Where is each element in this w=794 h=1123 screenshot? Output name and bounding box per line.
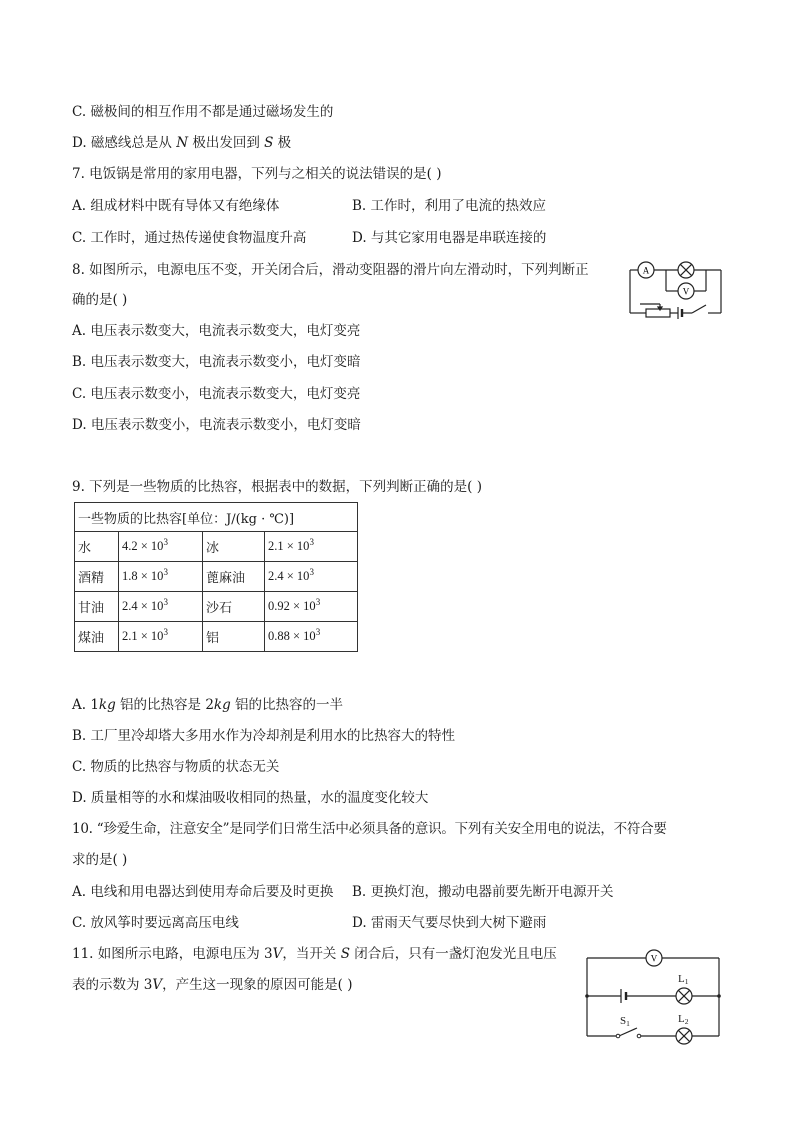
label-l1: L1: [678, 973, 689, 986]
q10-stem-line1: 10. “珍爱生命，注意安全”是同学们日常生活中必须具备的意识。下列有关安全用电的说法，不符合要: [72, 821, 667, 837]
q11-stem-line1: 11. 如图所示电路，电源电压为 3V，当开关 S 闭合后，只有一盏灯泡发光且电压: [72, 946, 557, 962]
q10-option-a: A. 电线和用电器达到使用寿命后要及时更换: [72, 884, 334, 900]
substance-name: 甘油: [75, 592, 119, 622]
q9-stem: 9. 下列是一些物质的比热容，根据表中的数据，下列判断正确的是( ): [72, 479, 482, 495]
label-s1: S1: [620, 1015, 630, 1028]
q10-option-b: B. 更换灯泡，搬动电器前要先断开电源开关: [352, 884, 614, 900]
q11-circuit-diagram: [582, 944, 724, 1048]
svg-text:V: V: [682, 286, 690, 297]
heat-value: $0.88 \times 10^3$: [265, 622, 358, 652]
q8-option-d: D. 电压表示数变小，电流表示数变小，电灯变暗: [72, 417, 361, 433]
voltmeter-icon: [646, 950, 662, 966]
table-header: 一些物质的比热容[单位：J/(kg · ℃)]: [75, 503, 358, 532]
substance-name: 水: [75, 532, 119, 562]
lamp-l1-icon: [676, 988, 692, 1004]
table-row: [75, 532, 358, 562]
svg-text:V: V: [650, 953, 658, 964]
q10-option-d: D. 雷雨天气要尽快到大树下避雨: [352, 915, 547, 931]
lamp-icon: [678, 262, 694, 278]
q11-stem-line2: 表的示数为 3V，产生这一现象的原因可能是( ): [72, 977, 353, 993]
table-header-row: [75, 503, 358, 532]
q10-stem-line2: 求的是( ): [72, 852, 128, 868]
substance-name: 冰: [203, 532, 265, 562]
heat-value: $1.8 \times 10^3$: [119, 562, 203, 592]
specific-heat-table: [74, 502, 358, 652]
q6-option-c: C. 磁极间的相互作用不都是通过磁场发生的: [72, 104, 334, 120]
heat-value: $2.1 \times 10^3$: [265, 532, 358, 562]
ammeter-icon: [638, 262, 654, 278]
q8-stem-line1: 8. 如图所示，电源电压不变，开关闭合后，滑动变阻器的滑片向左滑动时，下列判断正: [72, 262, 589, 278]
q8-option-b: B. 电压表示数变大，电流表示数变小，电灯变暗: [72, 354, 361, 370]
substance-name: 酒精: [75, 562, 119, 592]
q10-option-c: C. 放风筝时要远离高压电线: [72, 915, 239, 931]
substance-name: 煤油: [75, 622, 119, 652]
q8-option-a: A. 电压表示数变大，电流表示数变大，电灯变亮: [72, 323, 361, 339]
heat-value: $2.4 \times 10^3$: [119, 592, 203, 622]
table-row: [75, 592, 358, 622]
q7-option-c: C. 工作时，通过热传递使食物温度升高: [72, 230, 307, 246]
q8-circuit-diagram: [626, 258, 726, 322]
q8-stem-line2: 确的是( ): [72, 292, 128, 308]
q7-option-b: B. 工作时，利用了电流的热效应: [352, 198, 547, 214]
svg-text:A: A: [642, 265, 650, 276]
substance-name: 沙石: [203, 592, 265, 622]
q7-option-a: A. 组成材料中既有导体又有绝缘体: [72, 198, 280, 214]
substance-name: 蓖麻油: [203, 562, 265, 592]
heat-value: $2.4 \times 10^3$: [265, 562, 358, 592]
q9-option-c: C. 物质的比热容与物质的状态无关: [72, 759, 280, 775]
voltmeter-icon: [678, 283, 694, 299]
lamp-l2-icon: [676, 1028, 692, 1044]
q9-option-b: B. 工厂里冷却塔大多用水作为冷却剂是利用水的比热容大的特性: [72, 728, 456, 744]
label-l2: L2: [678, 1013, 689, 1026]
substance-name: 铝: [203, 622, 265, 652]
q9-option-d: D. 质量相等的水和煤油吸收相同的热量，水的温度变化较大: [72, 790, 429, 806]
heat-value: $4.2 \times 10^3$: [119, 532, 203, 562]
heat-value: $2.1 \times 10^3$: [119, 622, 203, 652]
table-row: [75, 622, 358, 652]
heat-value: $0.92 \times 10^3$: [265, 592, 358, 622]
q8-option-c: C. 电压表示数变小，电流表示数变大，电灯变亮: [72, 386, 361, 402]
table-row: [75, 562, 358, 592]
q7-option-d: D. 与其它家用电器是串联连接的: [352, 230, 547, 246]
q9-option-a: A. 1kg 铝的比热容是 2kg 铝的比热容的一半: [72, 697, 344, 713]
q6-option-d: D. 磁感线总是从 N 极出发回到 S 极: [72, 135, 292, 151]
q7-stem: 7. 电饭锅是常用的家用电器，下列与之相关的说法错误的是( ): [72, 166, 442, 182]
